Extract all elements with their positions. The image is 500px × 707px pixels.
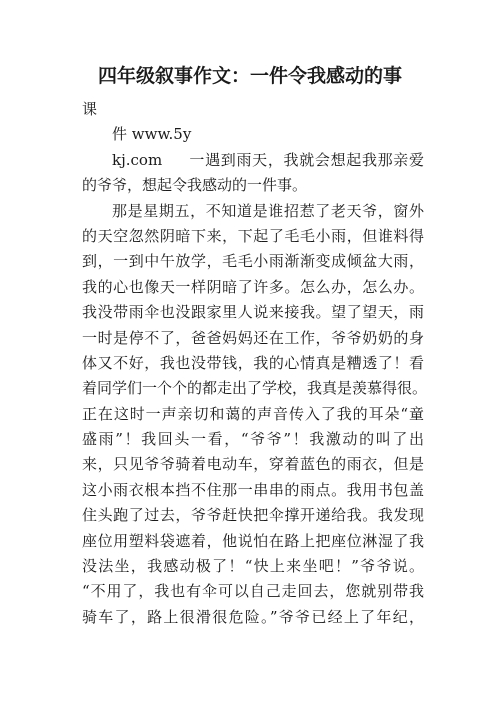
text-line: 那是星期五，不知道是谁招惹了老天爷，窗外 xyxy=(112,201,424,220)
text-line: 的爷爷，想起令我感动的一件事。 xyxy=(82,176,308,195)
text-line: 没法坐，我感动极了！“快上来坐吧！”爷爷说。 xyxy=(82,557,424,576)
text-line: 我没带雨伞也没跟家里人说来接我。望了望天，雨 xyxy=(82,303,424,322)
document-body xyxy=(82,97,428,630)
text-line: 件 www.5y xyxy=(112,125,192,144)
text-line: 座位用塑料袋遮着，他说怕在路上把座位淋湿了我 xyxy=(82,531,424,550)
text-line: 一时是停不了，爸爸妈妈还在工作，爷爷奶奶的身 xyxy=(82,328,424,347)
text-line: 骑车了，路上很滑很危险。”爷爷已经上了年纪， xyxy=(82,607,424,626)
text-line: 住头跑了过去，爷爷赶快把伞撑开递给我。我发现 xyxy=(82,506,424,525)
text-line: 我的心也像天一样阴暗了许多。怎么办，怎么办。 xyxy=(82,277,424,296)
text-line: 的天空忽然阴暗下来，下起了毛毛小雨，但谁料得 xyxy=(82,226,424,245)
text-line: 正在这时一声亲切和蔼的声音传入了我的耳朵“童 xyxy=(82,404,424,423)
text-line: 这小雨衣根本挡不住那一串串的雨点。我用书包盖 xyxy=(82,480,424,499)
text-line: 着同学们一个个的都走出了学校，我真是羡慕得很。 xyxy=(82,379,428,398)
text-line: “不用了，我也有伞可以自己走回去，您就别带我 xyxy=(82,582,424,601)
text-line: 盛雨”！我回头一看，“爷爷”！我激动的叫了出 xyxy=(82,430,424,449)
text-line: 到，一到中午放学，毛毛小雨渐渐变成倾盆大雨， xyxy=(82,252,424,271)
text-line: 课 xyxy=(82,100,98,118)
document-title: 四年级叙事作文：一件令我感动的事 xyxy=(97,65,402,87)
text-line: 体又不好，我也没带钱，我的心情真是糟透了！看 xyxy=(82,353,424,372)
text-line: kj.com 一遇到雨天，我就会想起我那亲爱 xyxy=(112,150,424,169)
text-line: 来，只见爷爷骑着电动车，穿着蓝色的雨衣，但是 xyxy=(82,455,424,474)
